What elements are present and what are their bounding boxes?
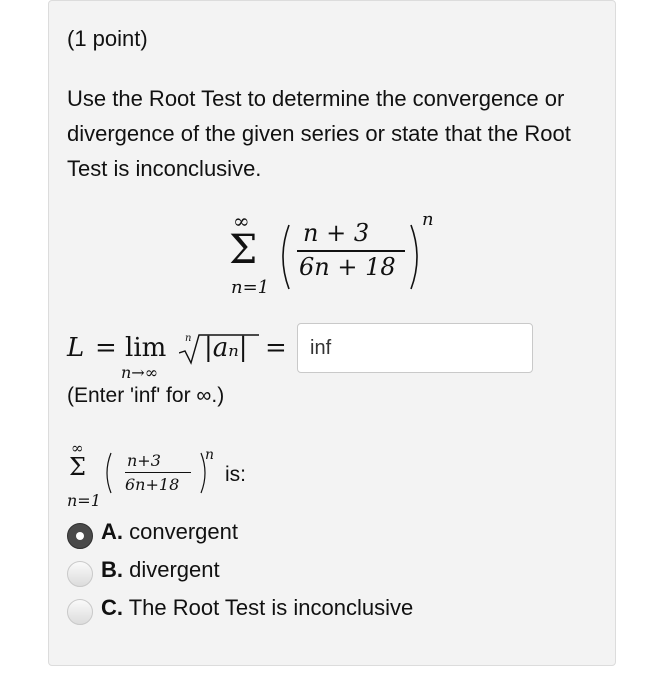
fraction-denominator: 6n + 18 xyxy=(299,253,396,281)
answer-options xyxy=(67,515,527,629)
series-exponent: n xyxy=(422,209,434,230)
fraction-bar xyxy=(297,250,405,252)
limit-variable: L xyxy=(67,333,85,363)
option-divergent[interactable] xyxy=(67,553,527,591)
radio-button[interactable] xyxy=(67,599,93,625)
lim-subscript: n→∞ xyxy=(121,363,159,382)
sum-lower-limit: n=1 xyxy=(231,277,270,298)
option-convergent[interactable] xyxy=(67,515,527,553)
points-label: (1 point) xyxy=(67,26,148,51)
input-hint: (Enter 'inf' for ∞.) xyxy=(67,384,225,407)
option-inconclusive[interactable] xyxy=(67,591,527,629)
equals-sign-2: = xyxy=(265,333,287,363)
fraction-numerator: n + 3 xyxy=(303,219,370,247)
series-exponent: n xyxy=(205,447,215,463)
radio-button-selected[interactable] xyxy=(67,523,93,549)
fraction-denominator: 6n+18 xyxy=(125,475,180,494)
abs-term: |aₙ| xyxy=(204,333,248,363)
sum-upper-limit: ∞ xyxy=(233,209,250,233)
fraction-numerator: n+3 xyxy=(127,451,161,470)
series-formula-small xyxy=(67,439,327,511)
fraction-bar xyxy=(125,472,191,473)
lim-operator: lim xyxy=(125,333,167,363)
sum-lower-limit: n=1 xyxy=(67,491,101,510)
question-card xyxy=(48,0,616,666)
option-label[interactable]: B. divergent xyxy=(101,557,220,582)
option-label[interactable]: C. The Root Test is inconclusive xyxy=(101,595,414,620)
sigma-symbol: Σ xyxy=(69,453,86,481)
sigma-symbol: Σ xyxy=(229,227,258,273)
equals-sign: = xyxy=(95,333,117,363)
limit-answer-input[interactable] xyxy=(297,323,533,373)
option-label[interactable]: A. convergent xyxy=(101,519,238,544)
root-index: n xyxy=(185,333,192,344)
question-instructions: Use the Root Test to determine the convergence or divergence of the given series or state that the Root Test is inconclusive. xyxy=(67,86,571,181)
radio-button[interactable] xyxy=(67,561,93,587)
series-suffix: is: xyxy=(225,463,246,486)
series-formula xyxy=(229,209,449,301)
sum-upper-limit: ∞ xyxy=(71,439,84,457)
